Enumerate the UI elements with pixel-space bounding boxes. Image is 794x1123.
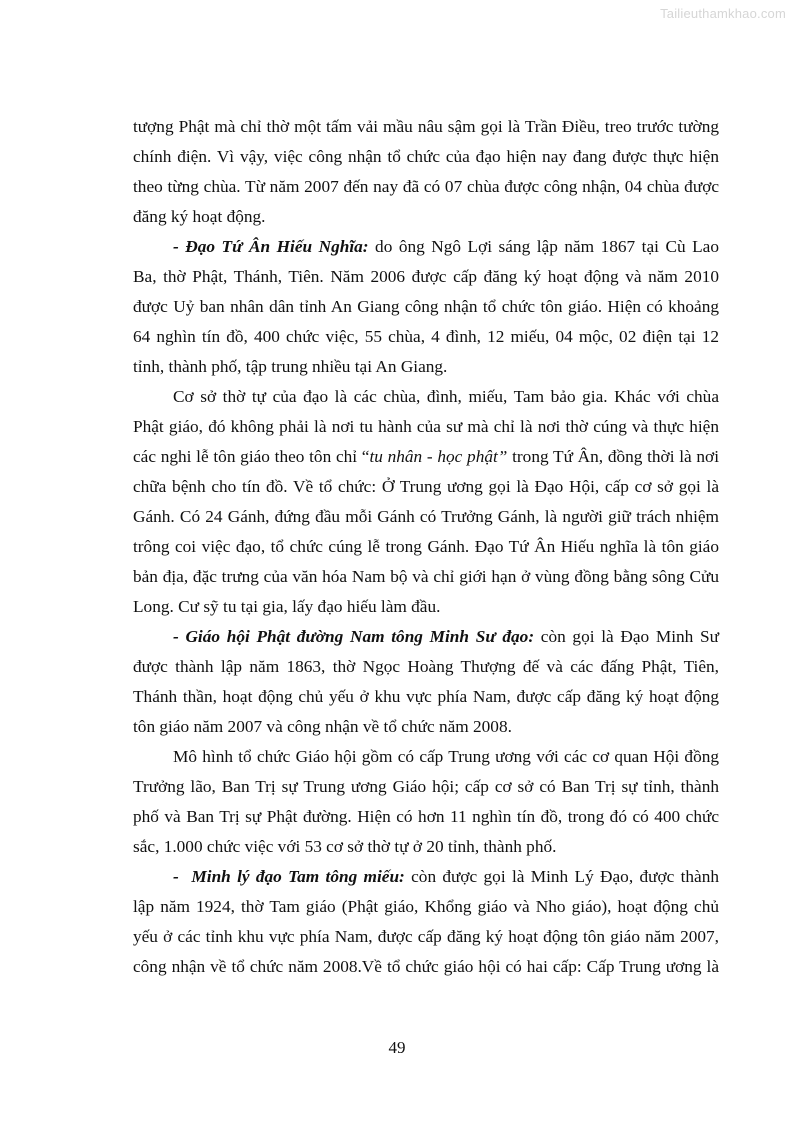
text-line: tôn giáo năm 2007 và công nhận về tổ chức năm 2008. <box>133 717 512 736</box>
text-line: theo từng chùa. Từ năm 2007 đến nay đã có 07 chùa được công nhận, 04 chùa được <box>133 177 719 196</box>
text-line: yếu ở các tỉnh khu vực phía Nam, được cấp đăng ký hoạt động tôn giáo năm 2007, <box>133 927 719 946</box>
text-line: đăng ký hoạt động. <box>133 207 266 226</box>
paragraph-minh-su-dao <box>133 622 719 742</box>
text-line: chữa bệnh cho tín đồ. Về tổ chức: Ở Trung ương gọi là Đạo Hội, cấp cơ sở gọi là <box>133 477 719 496</box>
text-line: trông coi việc đạo, tổ chức cúng lễ trong Gánh. Đạo Tứ Ân Hiếu nghĩa là tôn giáo <box>133 537 719 556</box>
text-line: phố và Ban Trị sự Phật đường. Hiện có hơn 11 nghìn tín đồ, trong đó có 400 chức <box>133 807 719 826</box>
paragraph-dao-tu-an-hieu-nghia <box>133 232 719 382</box>
text-line: được Uỷ ban nhân dân tỉnh An Giang công nhận tổ chức tôn giáo. Hiện có khoảng <box>133 297 719 316</box>
text-line: Ba, thờ Phật, Thánh, Tiên. Năm 2006 được cấp đăng ký hoạt động và năm 2010 <box>133 267 719 286</box>
document-page <box>133 112 719 982</box>
text-line: Mô hình tổ chức Giáo hội gồm có cấp Trung ương với các cơ quan Hội đồng <box>173 747 719 766</box>
text-line: tượng Phật mà chỉ thờ một tấm vải mầu nâu sậm gọi là Trần Điều, treo trước tường <box>133 117 719 136</box>
text-line: Gánh. Có 24 Gánh, đứng đầu mỗi Gánh có Trưởng Gánh, là người giữ trách nhiệm <box>133 507 719 526</box>
text-span: còn được gọi là Minh Lý Đạo, được thành <box>404 867 719 886</box>
text-line: sắc, 1.000 chức việc với 53 cơ sở thờ tự ở 20 tỉnh, thành phố. <box>133 837 557 856</box>
text-line: chính điện. Vì vậy, việc công nhận tổ chức của đạo hiện nay đang được thực hiện <box>133 147 719 166</box>
text-line: lập năm 1924, thờ Tam giáo (Phật giáo, Khổng giáo và Nho giáo), hoạt động chủ <box>133 897 719 916</box>
section-heading: - Đạo Tứ Ân Hiếu Nghĩa: <box>173 237 369 256</box>
text-span: trong Tứ Ân, đồng thời là nơi <box>507 447 719 466</box>
paragraph-continuation <box>133 112 719 232</box>
text-line <box>133 622 719 652</box>
text-line <box>133 862 719 892</box>
paragraph-co-so-tho-tu <box>133 382 719 622</box>
text-line: công nhận về tổ chức năm 2008.Về tổ chức giáo hội có hai cấp: Cấp Trung ương là <box>133 957 719 976</box>
text-line: Thánh thần, hoạt động chủ yếu ở khu vực phía Nam, được cấp đăng ký hoạt động <box>133 687 719 706</box>
text-line: được thành lập năm 1863, thờ Ngọc Hoàng Thượng đế và các đấng Phật, Tiên, <box>133 657 719 676</box>
text-span: còn gọi là Đạo Minh Sư <box>534 627 719 646</box>
text-line: Phật giáo, đó không phải là nơi tu hành của sư mà chỉ là nơi thờ cúng và thực hiện <box>133 417 719 436</box>
text-line: Cơ sở thờ tự của đạo là các chùa, đình, miếu, Tam bảo gia. Khác với chùa <box>173 387 719 406</box>
paragraph-mo-hinh-to-chuc <box>133 742 719 862</box>
section-heading: - Minh lý đạo Tam tông miếu: <box>173 867 405 886</box>
text-line: 64 nghìn tín đồ, 400 chức việc, 55 chùa, 4 đình, 12 miếu, 04 mộc, 02 điện tại 12 <box>133 327 719 346</box>
text-line: Trưởng lão, Ban Trị sự Trung ương Giáo hội; cấp cơ sở có Ban Trị sự tỉnh, thành <box>133 777 719 796</box>
watermark: Tailieuthamkhao.com <box>660 6 786 21</box>
paragraph-minh-ly-dao <box>133 862 719 982</box>
quoted-motto: tu nhân - học phật” <box>369 447 508 466</box>
text-span: các nghi lễ tôn giáo theo tôn chỉ “ <box>133 447 370 466</box>
text-line <box>133 442 719 472</box>
text-line <box>133 232 719 262</box>
text-span: do ông Ngô Lợi sáng lập năm 1867 tại Cù Lao <box>368 237 719 256</box>
text-line: bản địa, đặc trưng của văn hóa Nam bộ và chỉ giới hạn ở vùng đồng bằng sông Cửu <box>133 567 719 586</box>
text-line: tỉnh, thành phố, tập trung nhiều tại An Giang. <box>133 357 448 376</box>
section-heading: - Giáo hội Phật đường Nam tông Minh Sư đạo: <box>173 627 535 646</box>
page-number: 49 <box>388 1038 406 1057</box>
text-line: Long. Cư sỹ tu tại gia, lấy đạo hiếu làm đầu. <box>133 597 441 616</box>
